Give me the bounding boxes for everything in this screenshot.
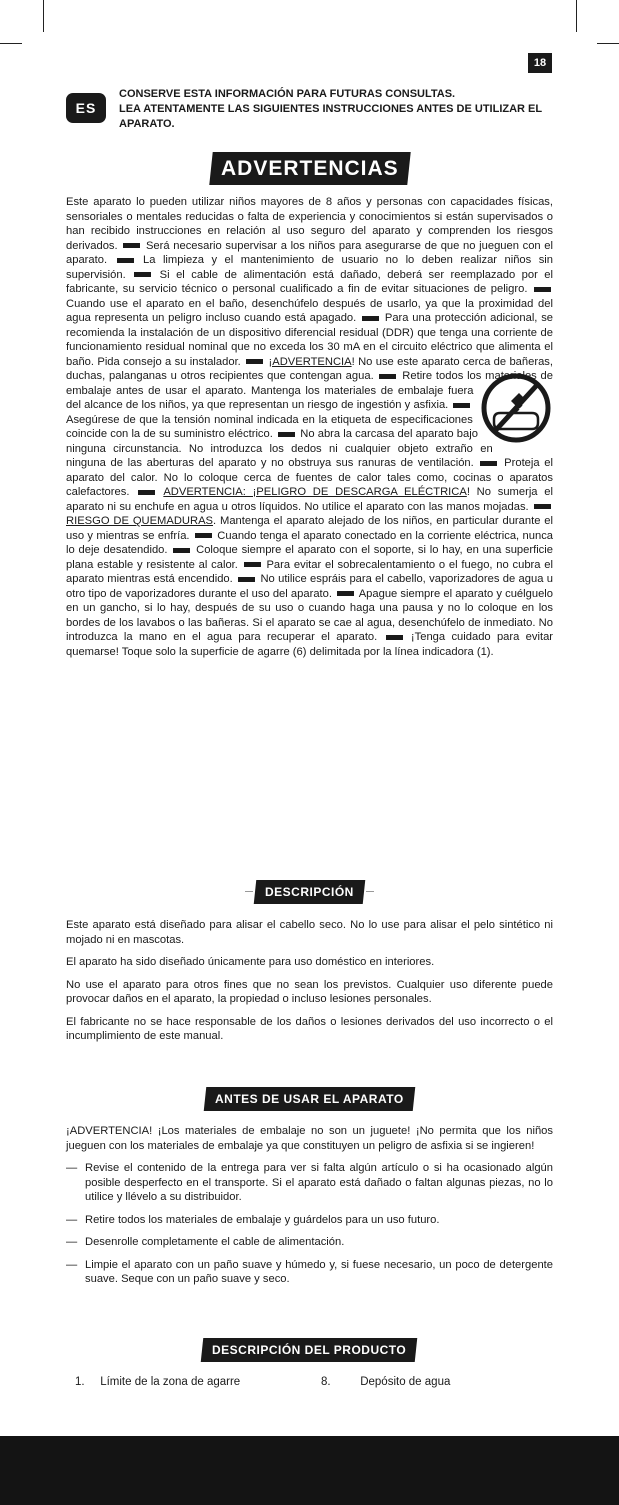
warning-text-1: Este aparato lo pueden utilizar niños mayores de 8 años y personas con capacidades físicas, sensoriales o mentales reducidas o falta de experiencia y conocimientos si están supervisados o han recibido instrucciones en relación al uso seguro del aparato y comprenden los riesgos derivados. [66,196,553,252]
warning-text-5: Cuando use el aparato en el baño, desenchúfelo después de usarlo, ya que la proximidad del agua representa un peligro incluso cuando está apagado. [66,297,553,324]
separator-bar-icon [534,287,551,292]
separator-bar-icon [362,316,379,321]
warning-text-10: No abra la carcasa del aparato bajo ninguna circunstancia. No introduzca los dedos ni cualquier objeto extraño en ninguna de las aberturas del aparato y no obstruya sus ranuras de ventilación. [66,428,493,469]
description-paragraph-4: El fabricante no se hace responsable de los daños o lesiones derivados del uso incorrecto o el incumplimiento de este manual. [66,1015,553,1042]
warning-text-2: Será necesario supervisar a los niños para asegurarse de que no jueguen con el aparato. [66,239,554,266]
warning-text-9: Asegúrese de que la tensión nominal indicada en la etiqueta de especificaciones coincide con la de su suministro eléctrico. [66,413,473,440]
warnings-heading-text: ADVERTENCIAS [220,157,399,180]
description-heading-text: DESCRIPCIÓN [265,885,354,899]
warning-label-electric-shock: ADVERTENCIA: ¡PELIGRO DE DESCARGA ELÉCTRICA [163,486,467,498]
product-part-item [321,1376,450,1388]
warning-text-3: La limpieza y el mantenimiento de usuario no lo deben realizar niños sin supervisión. [66,254,554,281]
product-part-label: Depósito de agua [360,1376,451,1388]
before-use-body [66,1124,553,1295]
warning-text-11: Proteja el aparato del calor. No lo coloque cerca de fuentes de calor tales como, cocinas o aparatos calefactores. [66,457,554,498]
description-paragraph-2: El aparato ha sido diseñado únicamente para uso doméstico en interiores. [66,956,435,968]
warning-text-4: Si el cable de alimentación está dañado, deberá ser reemplazado por el fabricante, su servicio técnico o personal cualificado a fin de evitar situaciones de peligro. [66,268,554,295]
crop-mark-top-left-h [0,43,22,44]
crop-mark-top-right-h [597,43,619,44]
separator-bar-icon [534,504,551,509]
separator-bar-icon [480,461,497,466]
crop-mark-top-left-v [43,0,44,32]
separator-bar-icon [244,562,261,567]
language-badge: ES [66,93,106,123]
description-paragraph-3: No use el aparato para otros fines que no sean los previstos. Cualquier uso diferente puede provocar daños en el aparato, la propiedad o incluso lesiones personales. [66,978,553,1005]
separator-bar-icon [195,533,212,538]
safety-notice [119,87,559,132]
warning-text-17: No utilice espráis para el cabello, vaporizadores de agua u otro tipo de vaporizadores durante el uso del aparato. [66,573,553,600]
description-body [66,918,553,1052]
footer-band [0,1436,619,1505]
separator-bar-icon [278,432,295,437]
separator-bar-icon [138,490,155,495]
warning-text-14: Cuando tenga el aparato conectado en la corriente eléctrica, nunca lo deje desatendido. [66,529,554,556]
separator-bar-icon [123,243,140,248]
heading-rule [366,891,374,892]
warning-text-12: ! No sumerja el aparato ni su enchufe en agua u otros líquidos. No utilice el aparato con las manos mojadas. [66,486,553,513]
before-use-heading-wrap [0,1087,619,1111]
product-heading-wrap [0,1338,619,1362]
product-part-label: Límite de la zona de agarre [100,1376,241,1388]
before-use-list [66,1161,553,1287]
before-use-heading-text: ANTES DE USAR EL APARATO [215,1092,404,1106]
list-item: — Desenrolle completamente el cable de alimentación. [66,1235,553,1250]
product-heading [201,1338,418,1362]
separator-bar-icon [246,359,263,364]
warning-text-19: ¡Tenga cuidado para evitar quemarse! Toque solo la superficie de agarre (6) delimitada por la línea indicadora (1). [66,631,554,658]
product-part-number: 1. [75,1376,85,1388]
page-number: 18 [528,53,552,73]
separator-bar-icon [337,591,354,596]
crop-mark-top-right-v [576,0,577,32]
warnings-heading-wrap [0,152,619,185]
separator-bar-icon [453,403,470,408]
notice-line-2: LEA ATENTAMENTE LAS SIGUIENTES INSTRUCCIONES ANTES DE UTILIZAR EL APARATO. [119,103,542,130]
separator-bar-icon [117,258,134,263]
before-use-intro: ¡ADVERTENCIA! ¡Los materiales de embalaje no son un juguete! ¡No permita que los niños jueguen con los materiales de embalaje ya que constituyen un peligro de asfixia si se ingieren! [66,1125,553,1152]
list-item: — Limpie el aparato con un paño suave y húmedo y, si fuese necesario, un poco de detergente suave. Seque con un paño suave y seco. [66,1258,553,1287]
before-use-heading [204,1087,415,1111]
notice-line-1: CONSERVE ESTA INFORMACIÓN PARA FUTURAS CONSULTAS. [119,88,456,100]
product-part-number: 8. [321,1376,331,1388]
description-heading [254,880,365,904]
warnings-heading [209,152,410,185]
separator-bar-icon [386,635,403,640]
warning-text-8: Retire todos los materiales de embalaje antes de usar el aparato. Mantenga los materiales de embalaje fuera del alcance de los niños, ya que representan un riesgo de ingestión y asfixia. [66,370,554,411]
list-item: — Revise el contenido de la entrega para ver si falta algún artículo o si ha ocasionado algún posible desperfecto en el transporte. Si el aparato está dañado o faltan algunas piezas, no lo utilice y llévelo a su distribuidor. [66,1161,553,1205]
description-paragraph-1: Este aparato está diseñado para alisar el cabello seco. No lo use para alisar el pelo sintético ni mojado ni en mascotas. [66,919,553,946]
warning-label-advertencia: ¡ADVERTENCIA [268,355,352,368]
separator-bar-icon [134,272,151,277]
heading-rule [245,891,253,892]
product-part-item [75,1376,240,1388]
warning-text-18: Apague siempre el aparato y cuélguelo en un gancho, si lo hay, después de su uso o cuando haga una pausa y no lo coloque en los bordes de los lavabos o las bañeras. Si el aparato se cae al agua, desenchúfelo de inmediato. No introduzca la mano en el agua para recuperar el aparato. [66,587,554,643]
warning-text-7: ! No use este aparato cerca de bañeras, duchas, palanganas u otros recipientes que contengan agua. [66,355,553,382]
separator-bar-icon [238,577,255,582]
separator-bar-icon [379,374,396,379]
warning-text-6: Para una protección adicional, se recomienda la instalación de un dispositivo diferencial residual (DDR) que tenga una corriente de funcionamiento residual nominal que no exceda los 30 mA en el circuito eléctrico que alimenta el baño. Pida consejo a su instalador. [66,312,554,368]
product-heading-text: DESCRIPCIÓN DEL PRODUCTO [212,1343,407,1357]
warning-text-13: . Mantenga el aparato alejado de los niños, en particular durante el uso y mientras se enfría. [66,515,553,542]
warning-text-16: Para evitar el sobrecalentamiento o el fuego, no cubra el aparato mientras está encendido. [66,558,553,585]
warnings-body [66,195,553,659]
list-item: — Retire todos los materiales de embalaje y guárdelos para un uso futuro. [66,1213,553,1228]
separator-bar-icon [173,548,190,553]
warning-label-burns: RIESGO DE QUEMADURAS [66,515,214,527]
warning-text-15: Coloque siempre el aparato con el soporte, si lo hay, en una superficie plana estable y resistente al calor. [66,544,553,571]
description-heading-wrap [0,880,619,904]
warnings-paragraph [66,195,553,659]
